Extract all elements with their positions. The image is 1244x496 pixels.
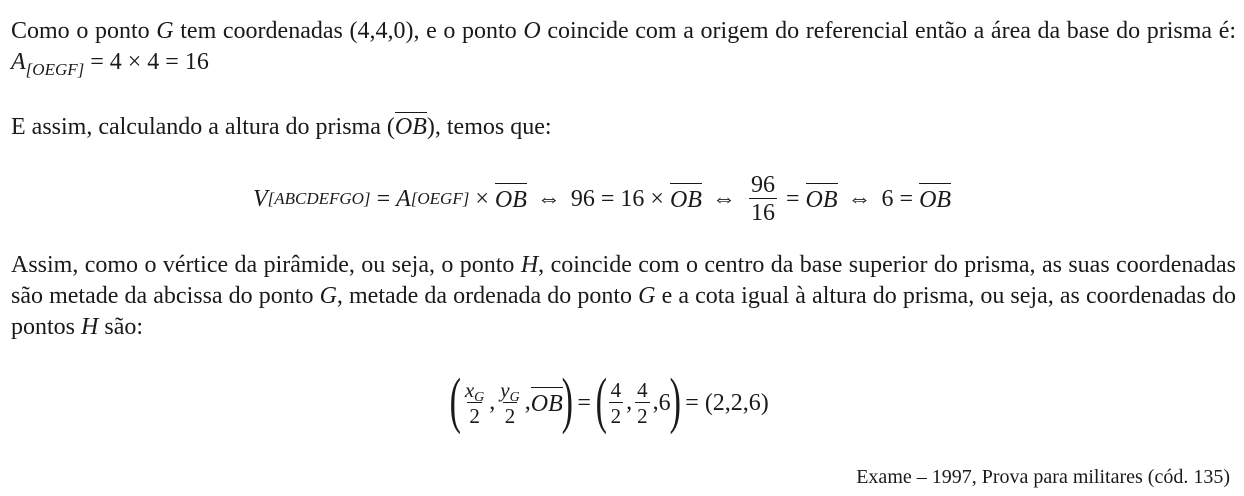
paragraph-base-area bbox=[11, 16, 1236, 78]
fraction-4-2 bbox=[609, 378, 624, 428]
text: E assim, calculando a altura do prisma ( bbox=[11, 114, 395, 140]
numerator bbox=[498, 378, 521, 405]
denominator: 16 bbox=[750, 200, 775, 226]
var-g: G bbox=[638, 283, 656, 309]
area-index: [OEGF] bbox=[25, 60, 85, 79]
segment-ob: OB bbox=[531, 387, 563, 420]
numerator: 96 bbox=[750, 172, 775, 198]
numerator: 4 bbox=[637, 378, 648, 402]
times: × bbox=[469, 185, 495, 212]
result: (2,2,6) bbox=[704, 389, 769, 416]
denominator: 2 bbox=[504, 404, 516, 428]
var-y: y bbox=[500, 378, 510, 402]
equation-volume: V [ABCDEFGO] = A [OEGF] × OB ⇔ 96 = 16 × OB ⇔ $\frac{96}{16}$ = OB ⇔ 6 = OB bbox=[252, 172, 952, 226]
segment-ob: OB bbox=[806, 183, 838, 216]
area-symbol: A bbox=[11, 49, 26, 75]
denominator: 2 bbox=[610, 404, 622, 428]
text: são: bbox=[98, 314, 144, 340]
segment-ob: OB bbox=[394, 114, 427, 140]
paragraph-height-intro bbox=[11, 112, 1236, 143]
text: coincide com a origem do referencial então a área da base do prisma é: bbox=[540, 18, 1237, 44]
segment-ob: OB bbox=[670, 183, 702, 216]
right-paren: ) bbox=[669, 367, 681, 435]
numerator bbox=[463, 378, 486, 405]
equals: = bbox=[370, 185, 397, 212]
equals: = bbox=[571, 389, 597, 416]
text: , coincide com o centro da base superior do prisma, as suas coordenadas são metade da abcissa do ponto bbox=[11, 252, 1236, 309]
iff-symbol: ⇔ bbox=[847, 185, 872, 212]
comma: , bbox=[524, 389, 531, 415]
text: , metade da ordenada do ponto bbox=[336, 283, 639, 309]
step-2: 96 = 16 × bbox=[570, 185, 670, 212]
volume-symbol: V bbox=[252, 185, 268, 212]
var-g: G bbox=[319, 283, 337, 309]
area-symbol: A bbox=[396, 185, 411, 212]
equation-coordinates bbox=[0, 366, 1232, 440]
area-expression: = 4 × 4 = 16 bbox=[84, 49, 209, 75]
step-4: 6 = bbox=[881, 185, 920, 212]
left-paren: ( bbox=[595, 367, 607, 435]
sub-g: G bbox=[509, 390, 520, 405]
text: Assim, como o vértice da pirâmide, ou seja, o ponto bbox=[11, 252, 521, 278]
text: tem coordenadas (4,4,0), e o ponto bbox=[173, 18, 524, 44]
fraction-4-2 bbox=[635, 378, 650, 428]
denominator: 2 bbox=[637, 404, 648, 428]
fraction-96-16 bbox=[749, 172, 777, 226]
comma: , bbox=[626, 389, 633, 415]
var-h: H bbox=[520, 252, 539, 278]
left-paren: ( bbox=[449, 367, 462, 435]
fraction-xg-2 bbox=[463, 378, 486, 428]
var-g: G bbox=[156, 18, 174, 44]
comma: , bbox=[652, 389, 659, 415]
numerator: 4 bbox=[610, 378, 622, 402]
six: 6 bbox=[658, 389, 671, 416]
equals: = bbox=[779, 185, 806, 212]
var-h: H bbox=[81, 314, 99, 340]
segment-ob: OB bbox=[495, 183, 527, 216]
sub-g: G bbox=[474, 390, 485, 405]
var-x: x bbox=[464, 378, 475, 402]
iff-symbol: ⇔ bbox=[711, 185, 736, 212]
source-citation: Exame – 1997, Prova para militares (cód. 135) bbox=[856, 466, 1230, 488]
text: e a cota igual à altura do prisma, ou seja, as coordenadas do pontos bbox=[11, 283, 1236, 340]
right-paren: ) bbox=[561, 367, 573, 435]
iff-symbol: ⇔ bbox=[536, 185, 561, 212]
fraction-yg-2 bbox=[498, 378, 521, 428]
equals: = bbox=[679, 389, 705, 416]
text: ), temos que: bbox=[426, 114, 552, 140]
comma: , bbox=[489, 389, 496, 415]
paragraph-vertex bbox=[11, 250, 1236, 343]
var-o: O bbox=[523, 18, 541, 44]
denominator: 2 bbox=[469, 404, 480, 428]
text: Como o ponto bbox=[11, 18, 157, 44]
segment-ob: OB bbox=[919, 183, 951, 216]
